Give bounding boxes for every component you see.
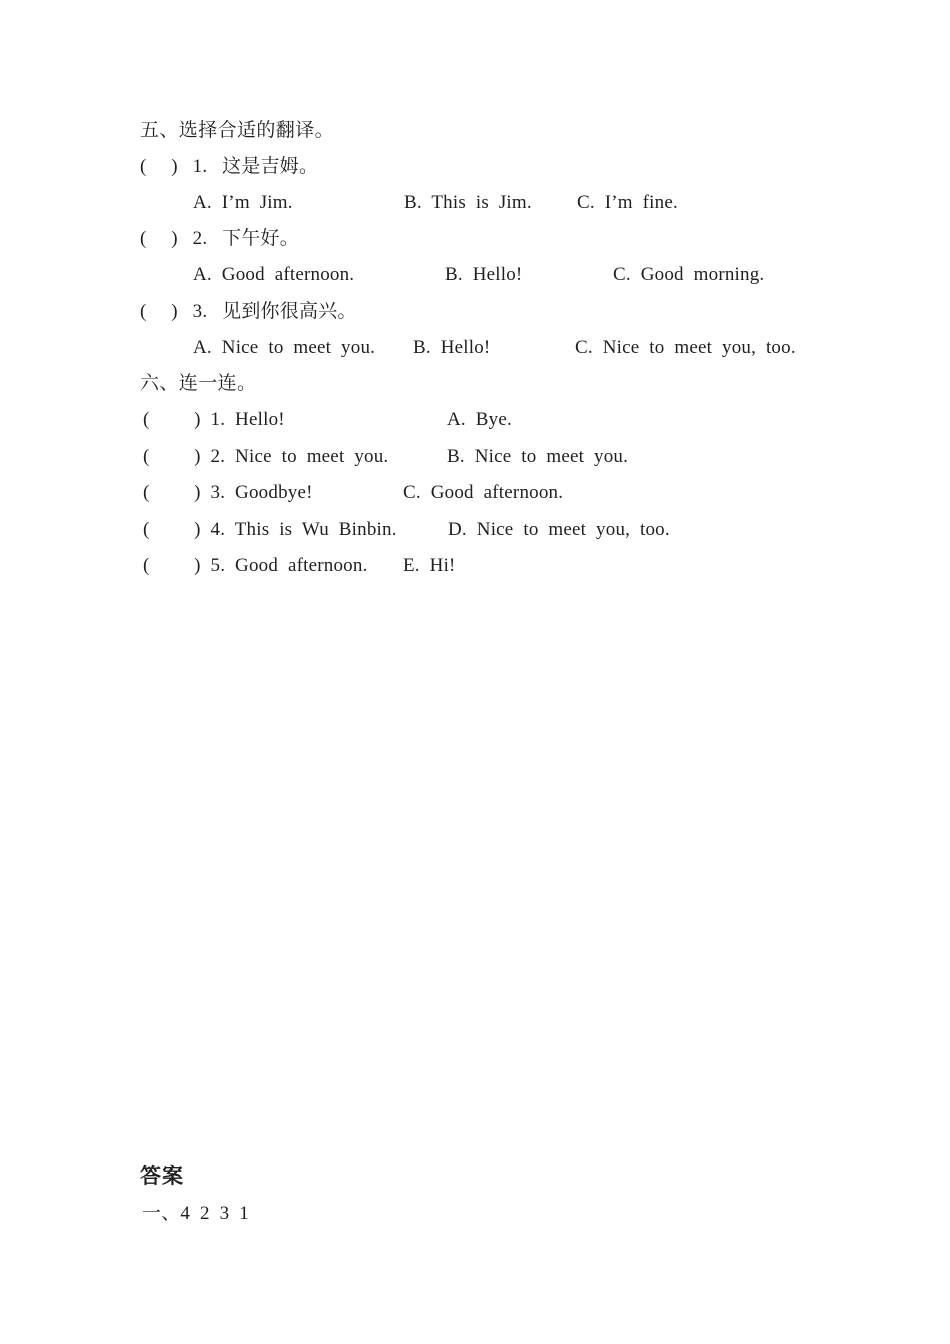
q2-stem-row [0, 220, 950, 257]
q2-option-a: A. Good afternoon. [193, 264, 355, 285]
q2-stem: ( ) 2. 下午好。 [140, 228, 299, 249]
match-row-1 [0, 401, 950, 438]
q3-options-row [0, 329, 950, 366]
q2-option-c: C. Good morning. [613, 264, 765, 285]
answer-key-line-row [0, 1195, 950, 1232]
match-1-left: ( ) 1. Hello! [143, 409, 285, 430]
answer-key-line-1: 一、4 2 3 1 [142, 1203, 249, 1224]
match-2-right: B. Nice to meet you. [447, 446, 629, 467]
q2-option-b: B. Hello! [445, 264, 523, 285]
answer-key-heading-row [0, 1158, 950, 1195]
q3-stem: ( ) 3. 见到你很高兴。 [140, 301, 357, 322]
q2-options-row [0, 256, 950, 293]
match-3-right: C. Good afternoon. [403, 482, 564, 503]
q3-option-c: C. Nice to meet you, too. [575, 337, 796, 358]
section-five-title: 五、选择合适的翻译。 [140, 120, 335, 141]
match-row-5 [0, 547, 950, 584]
q1-options-row [0, 184, 950, 221]
q1-stem-row [0, 148, 950, 185]
q3-option-b: B. Hello! [413, 337, 491, 358]
q3-stem-row [0, 293, 950, 330]
match-row-3 [0, 474, 950, 511]
match-row-4 [0, 511, 950, 548]
section-five-title-row [0, 112, 950, 149]
match-4-right: D. Nice to meet you, too. [448, 519, 670, 540]
q1-option-c: C. I’m fine. [577, 192, 678, 213]
match-5-right: E. Hi! [403, 555, 456, 576]
match-1-right: A. Bye. [447, 409, 512, 430]
section-six-title-row [0, 365, 950, 402]
q1-option-b: B. This is Jim. [404, 192, 532, 213]
q1-option-a: A. I’m Jim. [193, 192, 293, 213]
match-4-left: ( ) 4. This is Wu Binbin. [143, 519, 397, 540]
match-row-2 [0, 438, 950, 475]
match-2-left: ( ) 2. Nice to meet you. [143, 446, 389, 467]
match-3-left: ( ) 3. Goodbye! [143, 482, 313, 503]
q3-option-a: A. Nice to meet you. [193, 337, 376, 358]
answer-key-heading: 答案 [140, 1164, 184, 1188]
q1-stem: ( ) 1. 这是吉姆。 [140, 156, 319, 177]
match-5-left: ( ) 5. Good afternoon. [143, 555, 368, 576]
section-six-title: 六、连一连。 [140, 373, 257, 394]
